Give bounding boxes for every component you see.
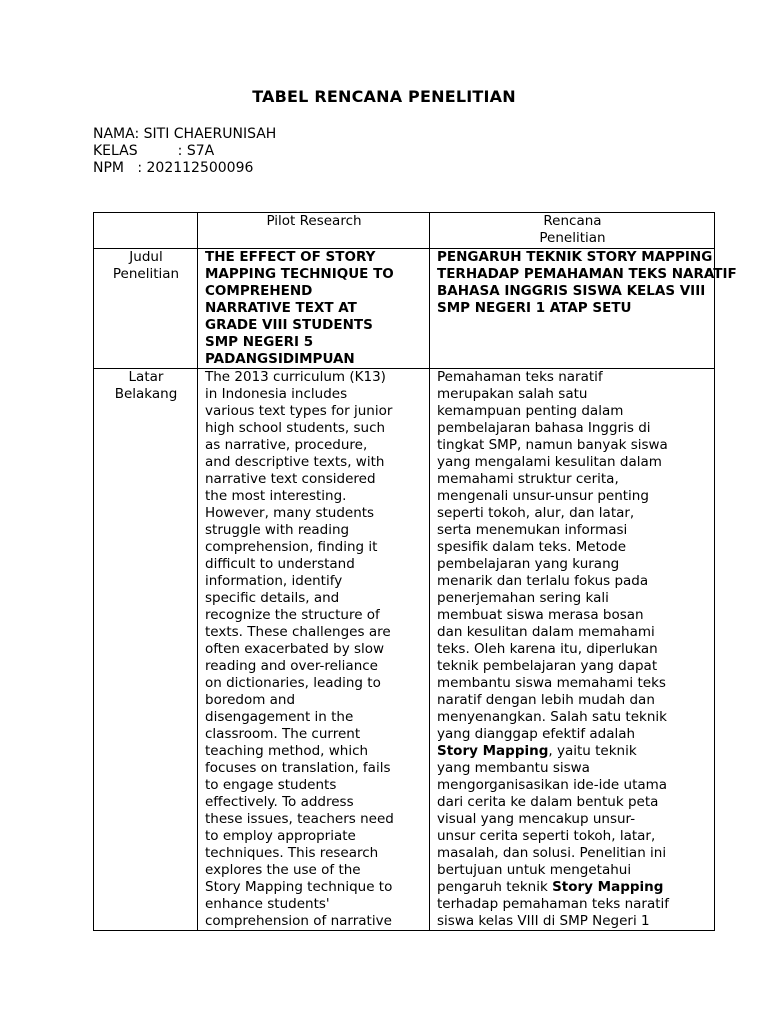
rencana-background-line: merupakan salah satu [437, 386, 588, 402]
rencana-background-line: yang membantu siswa [437, 760, 590, 776]
rencana-title-line: TERHADAP PEMAHAMAN TEKS NARATIF [437, 266, 737, 282]
pilot-background-line: recognize the structure of [205, 607, 380, 623]
table-header-row [94, 213, 715, 249]
row-label-latar [94, 369, 198, 931]
rencana-background-line: siswa kelas VIII di SMP Negeri 1 [437, 913, 650, 929]
header-pilot-label: Pilot Research [266, 213, 362, 229]
pilot-background-line: explores the use of the [205, 862, 361, 878]
rencana-after-bold-1: , yaitu teknik [548, 743, 637, 759]
header-pilot-research [198, 213, 430, 249]
rencana-background-line: terhadap pemahaman teks naratif [437, 896, 670, 912]
rencana-background-line: seperti tokoh, alur, dan latar, [437, 505, 635, 521]
rencana-background-line: yang mengalami kesulitan dalam [437, 454, 662, 470]
rencana-background-line: penerjemahan sering kali [437, 590, 609, 606]
pilot-background-line: information, identify [205, 573, 343, 589]
pilot-background-line: to employ appropriate [205, 828, 356, 844]
pilot-title-line: COMPREHEND [205, 283, 313, 299]
rencana-background-line: bertujuan untuk mengetahui [437, 862, 632, 878]
document-title: TABEL RENCANA PENELITIAN [252, 87, 516, 106]
pilot-title-text [205, 249, 423, 368]
header-rencana-line2: Penelitian [539, 230, 606, 246]
pilot-title-cell [198, 249, 430, 369]
rencana-background-line: dan kesulitan dalam memahami [437, 624, 655, 640]
pilot-background-line: specific details, and [205, 590, 340, 606]
rencana-background-line: visual yang mencakup unsur- [437, 811, 636, 827]
pilot-title-line: PADANGSIDIMPUAN [205, 351, 355, 367]
header-rencana-line1: Rencana [543, 213, 602, 229]
pilot-background-line: Story Mapping technique to [205, 879, 393, 895]
pilot-background-line: on dictionaries, leading to [205, 675, 381, 691]
header-rencana-penelitian [430, 213, 715, 249]
rencana-background-line: membantu siswa memahami teks [437, 675, 666, 691]
rencana-background-line: teknik pembelajaran yang dapat [437, 658, 658, 674]
rencana-background-line: naratif dengan lebih mudah dan [437, 692, 655, 708]
student-info [93, 126, 276, 177]
rencana-background-text-c [437, 896, 708, 930]
pilot-title-line: GRADE VIII STUDENTS [205, 317, 373, 333]
row-label-judul [94, 249, 198, 369]
pilot-background-line: focuses on translation, fails [205, 760, 391, 776]
pilot-background-line: texts. These challenges are [205, 624, 391, 640]
rencana-background-line: teks. Oleh karena itu, diperlukan [437, 641, 658, 657]
rencana-background-line: mengenali unsur-unsur penting [437, 488, 649, 504]
rencana-background-line: pembelajaran bahasa Inggris di [437, 420, 651, 436]
rencana-background-line: memahami struktur cerita, [437, 471, 619, 487]
pilot-background-line: boredom and [205, 692, 296, 708]
rencana-background-text-a [437, 369, 708, 743]
research-plan-table [93, 212, 737, 931]
rencana-title-text [437, 249, 737, 317]
rencana-title-line: PENGARUH TEKNIK STORY MAPPING [437, 249, 713, 265]
row-label-line1: Judul [129, 249, 163, 265]
rencana-background-line: spesifik dalam teks. Metode [437, 539, 627, 555]
rencana-before-bold-2: pengaruh teknik [437, 879, 553, 895]
pilot-background-line: high school students, such [205, 420, 386, 436]
table-row-judul [94, 249, 715, 369]
rencana-background-line: unsur cerita seperti tokoh, latar, [437, 828, 656, 844]
pilot-background-line: struggle with reading [205, 522, 350, 538]
rencana-background-line: tingkat SMP, namun banyak siswa [437, 437, 668, 453]
rencana-background-line: mengorganisasikan ide-ide utama [437, 777, 668, 793]
rencana-background-line: menyenangkan. Salah satu teknik [437, 709, 667, 725]
rencana-background-cell [430, 369, 715, 931]
row-label-line1: Latar [128, 369, 164, 385]
rencana-background-line: menarik dan terlalu fokus pada [437, 573, 649, 589]
row-label-line2: Penelitian [112, 266, 180, 282]
pilot-background-line: teaching method, which [205, 743, 369, 759]
pilot-background-text [205, 369, 423, 930]
rencana-background-line: masalah, dan solusi. Penelitian ini [437, 845, 667, 861]
pilot-background-line: disengagement in the [205, 709, 354, 725]
rencana-background-line: dari cerita ke dalam bentuk peta [437, 794, 659, 810]
story-mapping-bold-2: Story Mapping [552, 879, 664, 895]
pilot-background-line: various text types for junior [205, 403, 393, 419]
pilot-background-line: classroom. The current [205, 726, 361, 742]
student-npm: NPM : 202112500096 [93, 160, 254, 176]
pilot-background-line: as narrative, procedure, [205, 437, 368, 453]
pilot-background-line: comprehension of narrative [205, 913, 392, 929]
pilot-background-line: enhance students' [205, 896, 330, 912]
student-class: KELAS : S7A [93, 143, 215, 159]
rencana-title-cell [430, 249, 737, 369]
pilot-background-cell [198, 369, 430, 931]
header-empty-cell [94, 213, 198, 249]
rencana-background-line: kemampuan penting dalam [437, 403, 624, 419]
pilot-title-line: NARRATIVE TEXT AT [205, 300, 357, 316]
pilot-background-line: The 2013 curriculum (K13) [205, 369, 386, 385]
pilot-background-line: comprehension, finding it [205, 539, 378, 555]
pilot-background-line: narrative text considered [205, 471, 376, 487]
pilot-background-line: these issues, teachers need [205, 811, 394, 827]
rencana-background-bold-line-2 [437, 879, 708, 896]
pilot-background-line: difficult to understand [205, 556, 355, 572]
pilot-background-line: and descriptive texts, with [205, 454, 385, 470]
pilot-background-line: often exacerbated by slow [205, 641, 385, 657]
table-row-latar-belakang [94, 369, 715, 931]
story-mapping-bold-1: Story Mapping [437, 743, 549, 759]
pilot-background-line: in Indonesia includes [205, 386, 348, 402]
row-label-line2: Belakang [114, 386, 178, 402]
rencana-background-text-b [437, 760, 708, 879]
pilot-background-line: the most interesting. [205, 488, 347, 504]
rencana-background-line: serta menemukan informasi [437, 522, 628, 538]
rencana-background-line: pembelajaran yang kurang [437, 556, 620, 572]
rencana-background-line: membuat siswa merasa bosan [437, 607, 644, 623]
pilot-background-line: reading and over-reliance [205, 658, 378, 674]
pilot-background-line: to engage students [205, 777, 337, 793]
rencana-background-line: yang dianggap efektif adalah [437, 726, 636, 742]
rencana-title-line: SMP NEGERI 1 ATAP SETU [437, 300, 632, 316]
rencana-background-bold-line-1 [437, 743, 708, 760]
pilot-background-line: However, many students [205, 505, 375, 521]
pilot-title-line: MAPPING TECHNIQUE TO [205, 266, 394, 282]
rencana-title-line: BAHASA INGGRIS SISWA KELAS VIII [437, 283, 706, 299]
student-name: NAMA: SITI CHAERUNISAH [93, 126, 277, 142]
pilot-title-line: SMP NEGERI 5 [205, 334, 314, 350]
rencana-background-line: Pemahaman teks naratif [437, 369, 603, 385]
pilot-background-line: techniques. This research [205, 845, 379, 861]
pilot-title-line: THE EFFECT OF STORY [205, 249, 376, 265]
pilot-background-line: effectively. To address [205, 794, 354, 810]
